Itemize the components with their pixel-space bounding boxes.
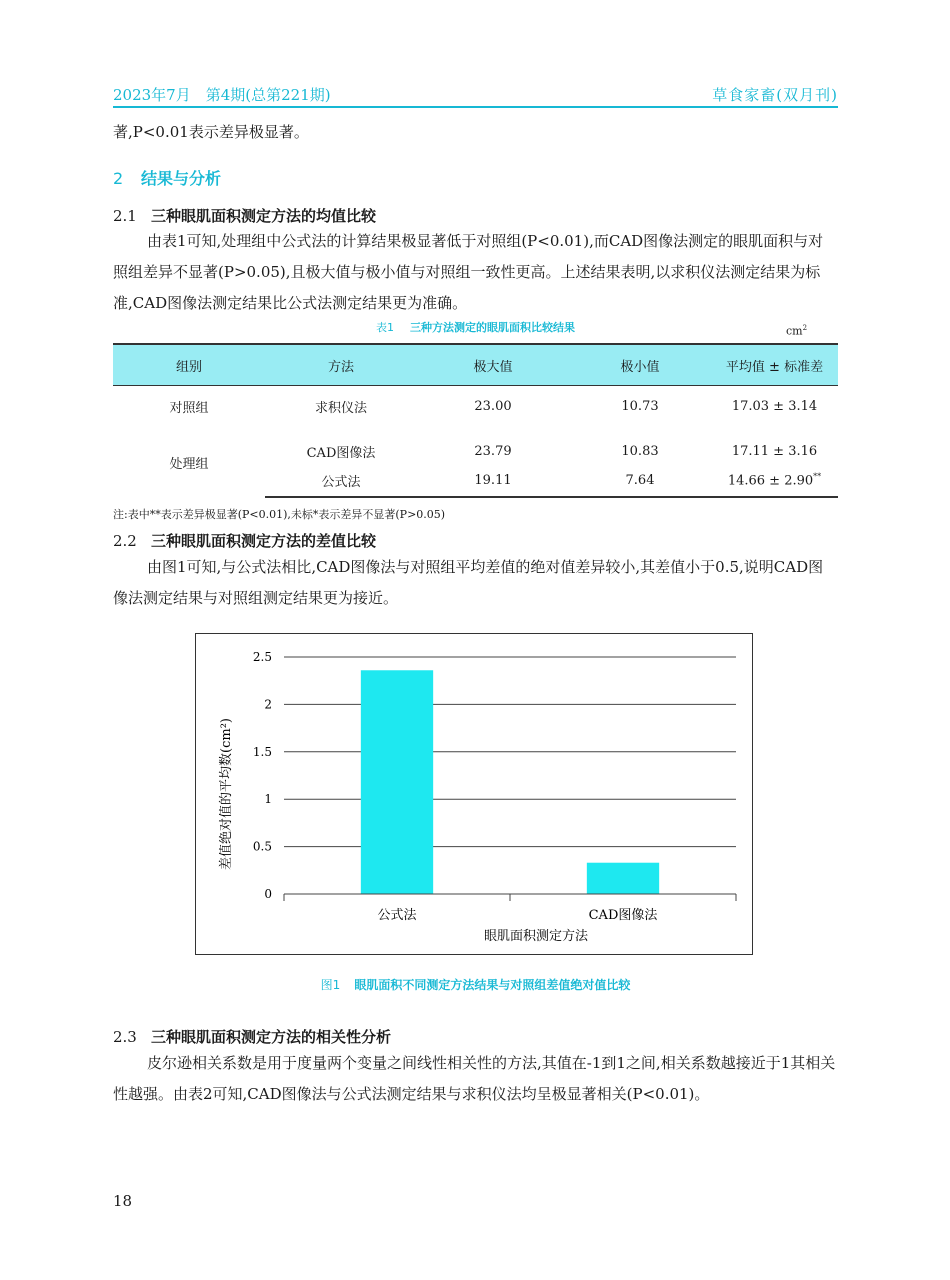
subsection-number: 2.2 <box>113 532 137 550</box>
header-group: 组别 <box>113 344 265 386</box>
table-number: 表1 <box>376 321 394 334</box>
y-tick-label: 1.5 <box>252 744 272 759</box>
cell-min: 10.73 <box>621 399 659 415</box>
paragraph-2-2: 由图1可知,与公式法相比,CAD图像法与对照组平均差值的绝对值差异较小,其差值小于0.5,说明CAD图像法测定结果与对照组测定结果更为接近。 <box>113 558 824 607</box>
cell-max: 23.00 <box>474 399 512 415</box>
cell-mean: 17.03 ± 3.14 <box>731 399 818 415</box>
cell-group: 对照组 <box>169 401 209 417</box>
x-axis-label: 眼肌面积测定方法 <box>483 929 589 944</box>
y-axis-label: 差值绝对值的平均数(cm²) <box>219 718 234 870</box>
header-max: 极大值 <box>417 344 569 386</box>
figure-caption-text: 眼肌面积不同测定方法结果与对照组差值绝对值比较 <box>354 978 631 992</box>
y-tick-label: 2 <box>264 697 272 712</box>
journal-issue: 2023年7月 第4期(总第221期) <box>113 86 331 104</box>
cell-mean <box>711 465 838 497</box>
unit-text: cm <box>786 324 803 338</box>
header-mean: 平均值 ± 标准差 <box>711 344 838 386</box>
figure-number: 图1 <box>320 978 341 992</box>
y-tick-label: 2.5 <box>252 650 272 664</box>
unit-superscript: 2 <box>802 324 808 332</box>
intro-line: 著,P<0.01表示差异极显著。 <box>113 123 309 141</box>
cell-max: 19.11 <box>417 465 569 497</box>
cell-method: CAD图像法 <box>306 446 376 461</box>
page-number: 18 <box>113 1192 133 1210</box>
table-row <box>113 386 838 428</box>
subsection-2-3-title <box>113 1026 391 1047</box>
subsection-number: 2.1 <box>113 207 137 225</box>
table-note: 注:表中**表示差异极显著(P<0.01),未标*表示差异不显著(P>0.05) <box>113 508 446 521</box>
y-tick-label: 0.5 <box>252 839 272 854</box>
significance-mark: ** <box>813 471 822 481</box>
y-tick-label: 1 <box>264 792 272 807</box>
figure-1-frame <box>195 633 753 955</box>
journal-name: 草食家畜(双月刊) <box>712 86 838 104</box>
section-2-title <box>113 166 221 189</box>
table-unit <box>786 324 807 338</box>
table-1-caption <box>113 319 838 335</box>
x-tick-label: CAD图像法 <box>588 908 658 923</box>
y-tick-label: 0 <box>264 887 272 901</box>
header-rule <box>113 106 838 108</box>
cell-method: 公式法 <box>265 465 417 497</box>
cell-mean: 17.11 ± 3.16 <box>731 444 818 459</box>
subsection-title-text: 三种眼肌面积测定方法的均值比较 <box>151 207 377 225</box>
cell-min: 10.83 <box>621 444 659 459</box>
table-caption-text: 三种方法测定的眼肌面积比较结果 <box>410 321 575 334</box>
subsection-title-text: 三种眼肌面积测定方法的差值比较 <box>151 532 377 550</box>
bar-chart <box>196 634 751 953</box>
cell-min: 7.64 <box>569 465 711 497</box>
section-number: 2 <box>113 169 124 188</box>
subsection-2-2-title <box>113 530 376 551</box>
table-row <box>113 428 838 465</box>
figure-1-caption <box>113 976 838 993</box>
paragraph-2-1: 由表1可知,处理组中公式法的计算结果极显著低于对照组(P<0.01),而CAD图像法测定的眼肌面积与对照组差异不显著(P>0.05),且极大值与极小值与对照组一致性更高。上述结果表明,以求积仪法测定结果为标准,CAD图像法测定结果比公式法测定结果更为准确。 <box>113 232 824 312</box>
header-min: 极小值 <box>569 344 711 386</box>
bar-1 <box>587 863 659 894</box>
mean-value: 14.66 ± 2.90 <box>727 473 814 489</box>
bar-0 <box>361 670 433 894</box>
cell-method: 求积仪法 <box>314 401 367 417</box>
paragraph-2-3: 皮尔逊相关系数是用于度量两个变量之间线性相关性的方法,其值在-1到1之间,相关系数越接近于1其相关性越强。由表2可知,CAD图像法与公式法测定结果与求积仪法均呈极显著相关(P<0.01)。 <box>113 1054 836 1103</box>
results-table <box>113 343 838 498</box>
cell-group: 处理组 <box>169 456 209 472</box>
x-tick-label: 公式法 <box>377 908 417 923</box>
header-method: 方法 <box>265 344 417 386</box>
section-title-text: 结果与分析 <box>141 169 222 188</box>
cell-max: 23.79 <box>474 444 512 459</box>
subsection-number: 2.3 <box>113 1028 137 1046</box>
subsection-2-1-title <box>113 205 376 226</box>
subsection-title-text: 三种眼肌面积测定方法的相关性分析 <box>151 1028 392 1046</box>
table-header-row <box>113 344 838 386</box>
